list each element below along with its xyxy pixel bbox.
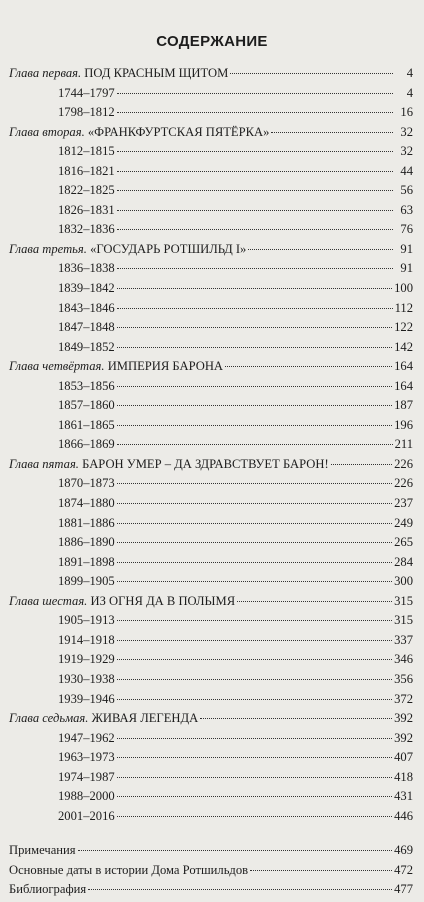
- page-number: 226: [394, 476, 413, 491]
- toc-title: СОДЕРЖАНИЕ: [156, 33, 268, 50]
- chapter-entry[interactable]: [9, 125, 413, 145]
- dot-leader: [117, 562, 392, 563]
- chapter-name: ИМПЕРИЯ БАРОНА: [107, 359, 224, 374]
- page-number: 392: [394, 711, 413, 726]
- section-label: 1919–1929: [58, 652, 115, 667]
- page-number: 187: [394, 398, 413, 413]
- back-matter-label: Примечания: [9, 843, 76, 858]
- dot-leader: [117, 171, 393, 172]
- dot-leader: [117, 699, 392, 700]
- section-entry[interactable]: [9, 437, 413, 457]
- page-number: 4: [406, 66, 413, 80]
- dot-leader: [117, 93, 393, 94]
- section-label: 1812–1815: [58, 144, 115, 159]
- section-label: 1866–1869: [58, 437, 115, 452]
- chapter-name: ЖИВАЯ ЛЕГЕНДА: [91, 711, 199, 726]
- chapter-name: ИЗ ОГНЯ ДА В ПОЛЫМЯ: [90, 593, 236, 608]
- section-entry[interactable]: [9, 301, 413, 321]
- back-matter-entry[interactable]: [9, 882, 413, 902]
- dot-leader: [117, 523, 392, 524]
- section-entry[interactable]: [9, 809, 413, 829]
- dot-leader: [117, 483, 392, 484]
- page-number: 63: [400, 202, 413, 217]
- chapter-label: [9, 125, 269, 140]
- page-number: 56: [400, 183, 413, 198]
- section-entry[interactable]: [9, 476, 413, 496]
- chapter-prefix: Глава седьмая.: [9, 711, 89, 726]
- section-label: 1886–1890: [58, 535, 115, 550]
- dot-leader: [117, 327, 392, 328]
- dot-leader: [117, 757, 392, 758]
- dot-leader: [117, 679, 392, 680]
- back-matter-entry[interactable]: [9, 843, 413, 863]
- back-matter-label: Основные даты в истории Дома Ротшильдов: [9, 862, 249, 877]
- chapter-label: [9, 594, 235, 609]
- dot-leader: [237, 601, 392, 602]
- section-entry[interactable]: [9, 418, 413, 438]
- chapter-name: ПОД КРАСНЫМ ЩИТОМ: [84, 66, 229, 80]
- page-number: 226: [394, 456, 413, 471]
- back-matter-label: Библиография: [9, 882, 87, 897]
- dot-leader: [117, 210, 393, 211]
- chapter-prefix: Глава вторая.: [9, 124, 85, 139]
- section-entry[interactable]: [9, 320, 413, 340]
- page-number: 392: [394, 730, 413, 745]
- section-label: 1881–1886: [58, 515, 115, 530]
- page-number: 431: [394, 789, 413, 804]
- section-label: 1930–1938: [58, 671, 115, 686]
- section-entry[interactable]: [9, 340, 413, 360]
- dot-leader: [271, 132, 393, 133]
- dot-leader: [117, 620, 392, 621]
- section-entry[interactable]: [9, 105, 413, 125]
- section-entry[interactable]: [9, 672, 413, 692]
- back-matter-entry[interactable]: [9, 863, 413, 883]
- page-number: 44: [400, 163, 413, 178]
- section-label: 1914–1918: [58, 632, 115, 647]
- chapter-entry[interactable]: [9, 66, 413, 86]
- dot-leader: [117, 151, 393, 152]
- section-label: 1839–1842: [58, 281, 115, 296]
- section-entry[interactable]: [9, 731, 413, 751]
- section-entry[interactable]: [9, 574, 413, 594]
- section-label: 1816–1821: [58, 163, 115, 178]
- dot-leader: [225, 366, 392, 367]
- chapter-entry[interactable]: [9, 711, 413, 731]
- section-entry[interactable]: [9, 86, 413, 106]
- page-number: 477: [394, 882, 413, 897]
- chapter-name: «ФРАНКФУРТСКАЯ ПЯТЁРКА»: [87, 124, 270, 139]
- page-number: 4: [406, 85, 413, 100]
- chapter-name: «ГОСУДАРЬ РОТШИЛЬД I»: [90, 241, 247, 256]
- chapter-prefix: Глава первая.: [9, 66, 82, 80]
- section-label: 1947–1962: [58, 730, 115, 745]
- page-number: 300: [394, 574, 413, 589]
- dot-leader: [117, 308, 393, 309]
- dot-leader: [117, 777, 392, 778]
- dot-leader: [117, 640, 392, 641]
- section-label: 1847–1848: [58, 320, 115, 335]
- page-number: 76: [400, 222, 413, 237]
- page-number: 249: [394, 515, 413, 530]
- section-label: 1874–1880: [58, 496, 115, 511]
- page-number: 122: [394, 320, 413, 335]
- page-number: 337: [394, 632, 413, 647]
- section-entry[interactable]: [9, 633, 413, 653]
- section-label: 1822–1825: [58, 183, 115, 198]
- section-entry[interactable]: [9, 164, 413, 184]
- section-entry[interactable]: [9, 398, 413, 418]
- section-entry[interactable]: [9, 770, 413, 790]
- dot-leader: [248, 249, 393, 250]
- section-entry[interactable]: [9, 144, 413, 164]
- toc-list: [9, 66, 413, 902]
- chapter-prefix: Глава пятая.: [9, 456, 79, 471]
- section-label: 1939–1946: [58, 691, 115, 706]
- dot-leader: [117, 288, 392, 289]
- section-label: 1861–1865: [58, 417, 115, 432]
- chapter-label: [9, 457, 329, 472]
- page-number: 346: [394, 652, 413, 667]
- dot-leader: [117, 347, 392, 348]
- chapter-entry[interactable]: [9, 594, 413, 614]
- page-number: 315: [394, 613, 413, 628]
- dot-leader: [250, 870, 392, 871]
- section-label: 1857–1860: [58, 398, 115, 413]
- section-entry[interactable]: [9, 496, 413, 516]
- dot-leader: [200, 718, 392, 719]
- section-label: 2001–2016: [58, 808, 115, 823]
- page-number: 472: [394, 862, 413, 877]
- chapter-prefix: Глава шестая.: [9, 593, 88, 608]
- page-number: 446: [394, 808, 413, 823]
- section-label: 1843–1846: [58, 300, 115, 315]
- section-label: 1744–1797: [58, 85, 115, 100]
- section-entry[interactable]: [9, 555, 413, 575]
- section-entry[interactable]: [9, 750, 413, 770]
- chapter-label: [9, 359, 223, 374]
- page-number: 407: [394, 750, 413, 765]
- section-label: 1832–1836: [58, 222, 115, 237]
- section-entry[interactable]: [9, 789, 413, 809]
- page-number: 32: [400, 124, 413, 139]
- page-number: 32: [400, 144, 413, 159]
- section-entry[interactable]: [9, 222, 413, 242]
- chapter-label: [9, 711, 198, 726]
- chapter-entry[interactable]: [9, 242, 413, 262]
- dot-leader: [117, 229, 393, 230]
- page-number: 372: [394, 691, 413, 706]
- page-number: 142: [394, 339, 413, 354]
- section-label: 1974–1987: [58, 769, 115, 784]
- section-entry[interactable]: [9, 613, 413, 633]
- dot-leader: [331, 464, 392, 465]
- page-number: 211: [394, 437, 413, 452]
- page-number: 284: [394, 554, 413, 569]
- section-entry[interactable]: [9, 692, 413, 712]
- section-label: 1849–1852: [58, 339, 115, 354]
- dot-leader: [117, 268, 393, 269]
- chapter-label: [9, 242, 246, 257]
- section-entry[interactable]: [9, 203, 413, 223]
- chapter-entry[interactable]: [9, 359, 413, 379]
- section-entry[interactable]: [9, 379, 413, 399]
- chapter-name: БАРОН УМЕР – ДА ЗДРАВСТВУЕТ БАРОН!: [82, 456, 329, 471]
- dot-leader: [88, 889, 392, 890]
- dot-leader: [78, 850, 393, 851]
- page-number: 164: [394, 359, 413, 374]
- chapter-entry[interactable]: [9, 457, 413, 477]
- section-label: 1905–1913: [58, 613, 115, 628]
- page-number: 164: [394, 378, 413, 393]
- page-number: 237: [394, 496, 413, 511]
- page-number: 418: [394, 769, 413, 784]
- chapter-prefix: Глава третья.: [9, 241, 87, 256]
- page-number: 265: [394, 535, 413, 550]
- page-number: 100: [394, 281, 413, 296]
- section-label: 1988–2000: [58, 789, 115, 804]
- dot-leader: [117, 503, 392, 504]
- dot-leader: [117, 738, 392, 739]
- section-entry[interactable]: [9, 183, 413, 203]
- dot-leader: [117, 796, 392, 797]
- page-number: 196: [394, 417, 413, 432]
- section-entry[interactable]: [9, 516, 413, 536]
- page-number: 469: [394, 843, 413, 858]
- dot-leader: [117, 581, 392, 582]
- dot-leader: [117, 542, 392, 543]
- dot-leader: [117, 386, 392, 387]
- dot-leader: [117, 659, 392, 660]
- page-number: 315: [394, 593, 413, 608]
- dot-leader: [117, 425, 392, 426]
- page-number: 91: [400, 241, 413, 256]
- section-entry[interactable]: [9, 652, 413, 672]
- section-entry[interactable]: [9, 281, 413, 301]
- section-label: 1891–1898: [58, 554, 115, 569]
- chapter-prefix: Глава четвёртая.: [9, 359, 105, 374]
- section-label: 1853–1856: [58, 378, 115, 393]
- dot-leader: [117, 816, 392, 817]
- dot-leader: [230, 73, 393, 74]
- section-label: 1798–1812: [58, 105, 115, 120]
- section-label: 1899–1905: [58, 574, 115, 589]
- section-entry[interactable]: [9, 535, 413, 555]
- section-label: 1826–1831: [58, 202, 115, 217]
- dot-leader: [117, 405, 392, 406]
- section-gap: [9, 828, 413, 843]
- page-number: 16: [400, 105, 413, 120]
- page-number: 112: [394, 300, 413, 315]
- dot-leader: [117, 190, 393, 191]
- dot-leader: [117, 112, 393, 113]
- page-number: 356: [394, 671, 413, 686]
- section-entry[interactable]: [9, 261, 413, 281]
- section-label: 1870–1873: [58, 476, 115, 491]
- section-label: 1963–1973: [58, 750, 115, 765]
- dot-leader: [117, 444, 393, 445]
- chapter-label: [9, 66, 228, 81]
- section-label: 1836–1838: [58, 261, 115, 276]
- page-number: 91: [400, 261, 413, 276]
